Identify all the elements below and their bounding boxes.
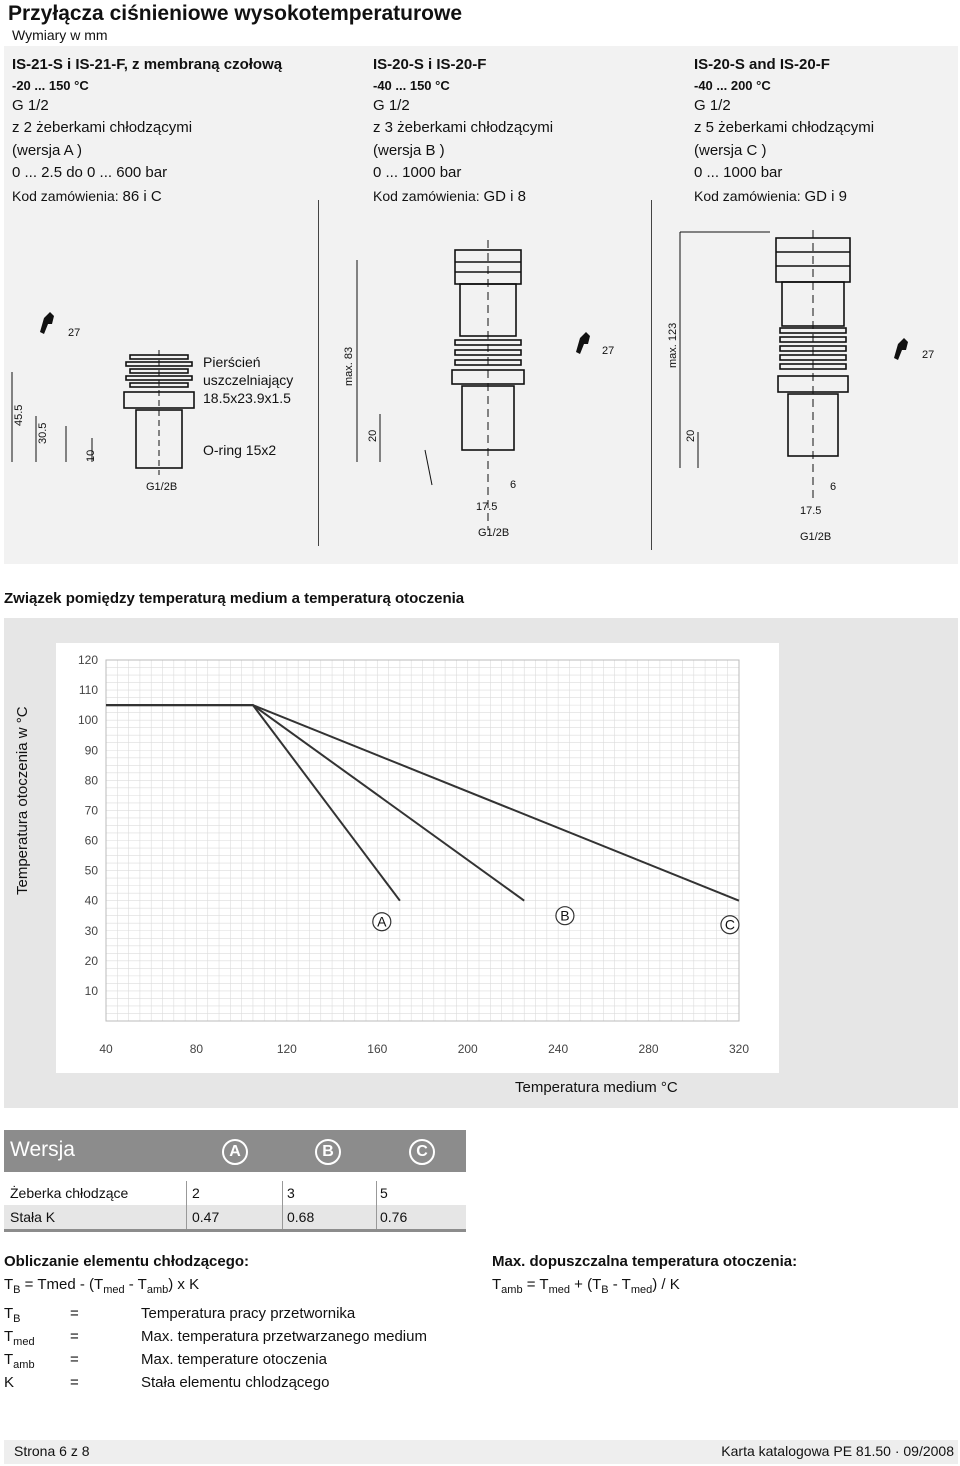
x-tick-label: 240 — [548, 1042, 569, 1056]
dim-6-label: 6 — [510, 479, 517, 491]
definition-symbol: K — [4, 1374, 15, 1391]
x-tick-label: 280 — [638, 1042, 659, 1056]
version-table-header — [4, 1130, 466, 1172]
version-a-badge: A — [222, 1139, 248, 1165]
calculation-block — [4, 1250, 484, 1394]
y-tick-label: 70 — [84, 803, 98, 818]
dim-30-5-label: 30.5 — [37, 422, 49, 444]
catalog-reference: Karta katalogowa PE 81.50 · 09/2008 — [721, 1443, 954, 1459]
table-row — [4, 1181, 466, 1205]
variant-c-thread: G 1/2 — [694, 96, 731, 114]
definition-row — [4, 1348, 484, 1371]
y-tick-label: 20 — [84, 953, 98, 968]
dim-10-label: 10 — [85, 449, 97, 462]
y-tick-label: 110 — [78, 683, 98, 698]
variant-b-heading: IS-20-S i IS-20-F — [373, 56, 487, 73]
seal-ring-line-3: 18.5x23.9x1.5 — [203, 390, 291, 406]
variant-c-order-code: GD i 9 — [804, 187, 848, 205]
max-temp-title: Max. dopuszczalna temperatura otoczenia: — [492, 1253, 798, 1270]
definition-text: Max. temperature otoczenia — [141, 1351, 327, 1368]
wrench-label-c: 27 — [922, 349, 935, 361]
y-tick-label: 100 — [77, 713, 98, 728]
y-tick-label: 10 — [84, 983, 98, 998]
variant-b-order-code: GD i 8 — [483, 187, 527, 205]
definition-symbol: $T_{amb}$ — [4, 1351, 35, 1371]
series-label: B — [560, 907, 570, 924]
definition-symbol: $T_B$ — [4, 1305, 21, 1325]
seal-ring-line-1: Pierścień — [203, 354, 261, 370]
variant-a-order-label: Kod zamówienia: — [12, 187, 123, 204]
dim-20-label: 20 — [367, 429, 379, 442]
dim-17-5-label: 17.5 — [476, 501, 498, 513]
drawing-variant-b — [357, 240, 524, 530]
thread-label-c: G1/2B — [800, 531, 832, 543]
page-number: Strona 6 z 8 — [14, 1443, 90, 1459]
definition-row — [4, 1325, 484, 1348]
row-value-b: 0.68 — [287, 1209, 315, 1225]
version-c-badge: C — [409, 1139, 435, 1165]
definition-equals: = — [70, 1374, 79, 1391]
x-tick-label: 200 — [457, 1042, 478, 1056]
x-tick-label: 320 — [728, 1042, 750, 1056]
row-label: Stała K — [10, 1209, 56, 1225]
section-title: Związek pomiędzy temperaturą medium a temperaturą otoczenia — [4, 590, 465, 607]
seal-ring-note — [203, 353, 293, 407]
variant-a-spec — [12, 54, 282, 208]
definition-equals: = — [70, 1351, 79, 1368]
y-tick-label: 80 — [84, 773, 98, 788]
variant-a-thread: G 1/2 — [12, 96, 49, 114]
series-label: A — [377, 913, 387, 930]
variant-a-fins: z 2 żeberkami chłodzącymi — [12, 119, 193, 136]
x-tick-label: 120 — [276, 1042, 297, 1056]
variant-c-temp: -40 ... 200 °C — [694, 77, 771, 93]
definition-text: Stała elementu chlodzącego — [141, 1374, 330, 1391]
row-value-a: 2 — [192, 1185, 200, 1201]
row-value-c: 5 — [380, 1185, 388, 1201]
y-tick-label: 30 — [84, 923, 98, 938]
variant-b-fins: z 3 żeberkami chłodzącymi — [373, 119, 554, 136]
dim-max-83-label: max. 83 — [343, 346, 355, 386]
oring-note: O-ring 15x2 — [203, 442, 277, 458]
variant-a-order-code: 86 i C — [122, 187, 162, 205]
definition-text: Max. temperatura przetwarzanego medium — [141, 1328, 427, 1345]
x-tick-label: 80 — [189, 1042, 204, 1056]
x-tick-label: 160 — [367, 1042, 388, 1056]
dim-20-label: 20 — [685, 429, 697, 442]
variant-b-pressure: 0 ... 1000 bar — [373, 164, 462, 181]
definition-equals: = — [70, 1328, 79, 1345]
seal-ring-line-2: uszczelniający — [203, 372, 294, 388]
row-value-a: 0.47 — [192, 1209, 220, 1225]
dim-6-label: 6 — [830, 481, 837, 493]
chart-y-axis-label: Temperatura otoczenia w °C — [14, 706, 31, 895]
variant-a-temp: -20 ... 150 °C — [12, 77, 89, 93]
definition-equals: = — [70, 1305, 79, 1322]
y-tick-label: 40 — [84, 893, 98, 908]
thread-label-a: G1/2B — [146, 481, 178, 493]
chart-x-axis-label: Temperatura medium °C — [515, 1079, 678, 1096]
wrench-label-b: 27 — [602, 345, 615, 357]
dim-45-5-label: 45.5 — [13, 404, 25, 426]
wrench-label-a: 27 — [68, 327, 81, 339]
page-title: Przyłącza ciśnieniowe wysokotemperaturowe — [8, 2, 463, 25]
definition-symbol: $T_{med}$ — [4, 1328, 35, 1348]
calc-title: Obliczanie elementu chłodzącego: — [4, 1253, 250, 1270]
variant-c-pressure: 0 ... 1000 bar — [694, 164, 783, 181]
definition-row — [4, 1302, 484, 1325]
thread-label-b: G1/2B — [478, 527, 510, 539]
max-temp-block — [492, 1250, 952, 1302]
variant-b-version: (wersja B ) — [373, 141, 445, 159]
y-tick-label: 50 — [84, 863, 98, 878]
y-tick-label: 120 — [77, 653, 98, 667]
drawing-variant-c — [680, 230, 850, 500]
variant-c-heading: IS-20-S and IS-20-F — [694, 56, 830, 73]
variant-c-version: (wersja C ) — [694, 141, 767, 159]
y-tick-label: 60 — [84, 833, 98, 848]
row-label: Żeberka chłodzące — [10, 1185, 129, 1201]
x-tick-label: 40 — [99, 1042, 113, 1056]
variant-b-temp: -40 ... 150 °C — [373, 77, 450, 93]
max-temp-formula: $T_{amb} = T_{med} + (T_B - T_{med}) / K$ — [492, 1276, 680, 1296]
variant-c-spec — [694, 54, 874, 208]
temperature-chart — [56, 643, 779, 1073]
calc-formula: $T_B$ = Tmed - $(T_{med} - T_{amb})$ x K — [4, 1276, 200, 1296]
variant-a-version: (wersja A ) — [12, 141, 83, 159]
version-header-label: Wersja — [10, 1138, 75, 1161]
dim-17-5-label: 17.5 — [800, 505, 822, 517]
version-b-badge: B — [315, 1139, 341, 1165]
variant-c-fins: z 5 żeberkami chłodzącymi — [694, 119, 875, 136]
y-tick-label: 90 — [84, 743, 98, 758]
variant-a-heading: IS-21-S i IS-21-F, z membraną czołową — [12, 56, 283, 73]
row-value-c: 0.76 — [380, 1209, 408, 1225]
chart-plot-background — [56, 643, 779, 1073]
definition-text: Temperatura pracy przetwornika — [141, 1305, 356, 1322]
variant-c-order-label: Kod zamówienia: — [694, 187, 805, 204]
row-value-b: 3 — [287, 1185, 295, 1201]
variant-b-order-label: Kod zamówienia: — [373, 187, 484, 204]
variant-b-thread: G 1/2 — [373, 96, 410, 114]
definition-row — [4, 1371, 484, 1394]
table-row — [4, 1205, 466, 1232]
series-label: C — [724, 916, 736, 933]
technical-drawings — [0, 200, 960, 564]
drawing-variant-a — [12, 350, 194, 475]
dim-max-123-label: max. 123 — [667, 322, 679, 368]
variant-b-spec — [373, 54, 553, 208]
page-subtitle: Wymiary w mm — [12, 27, 108, 43]
variant-a-pressure: 0 ... 2.5 do 0 ... 600 bar — [12, 164, 168, 181]
